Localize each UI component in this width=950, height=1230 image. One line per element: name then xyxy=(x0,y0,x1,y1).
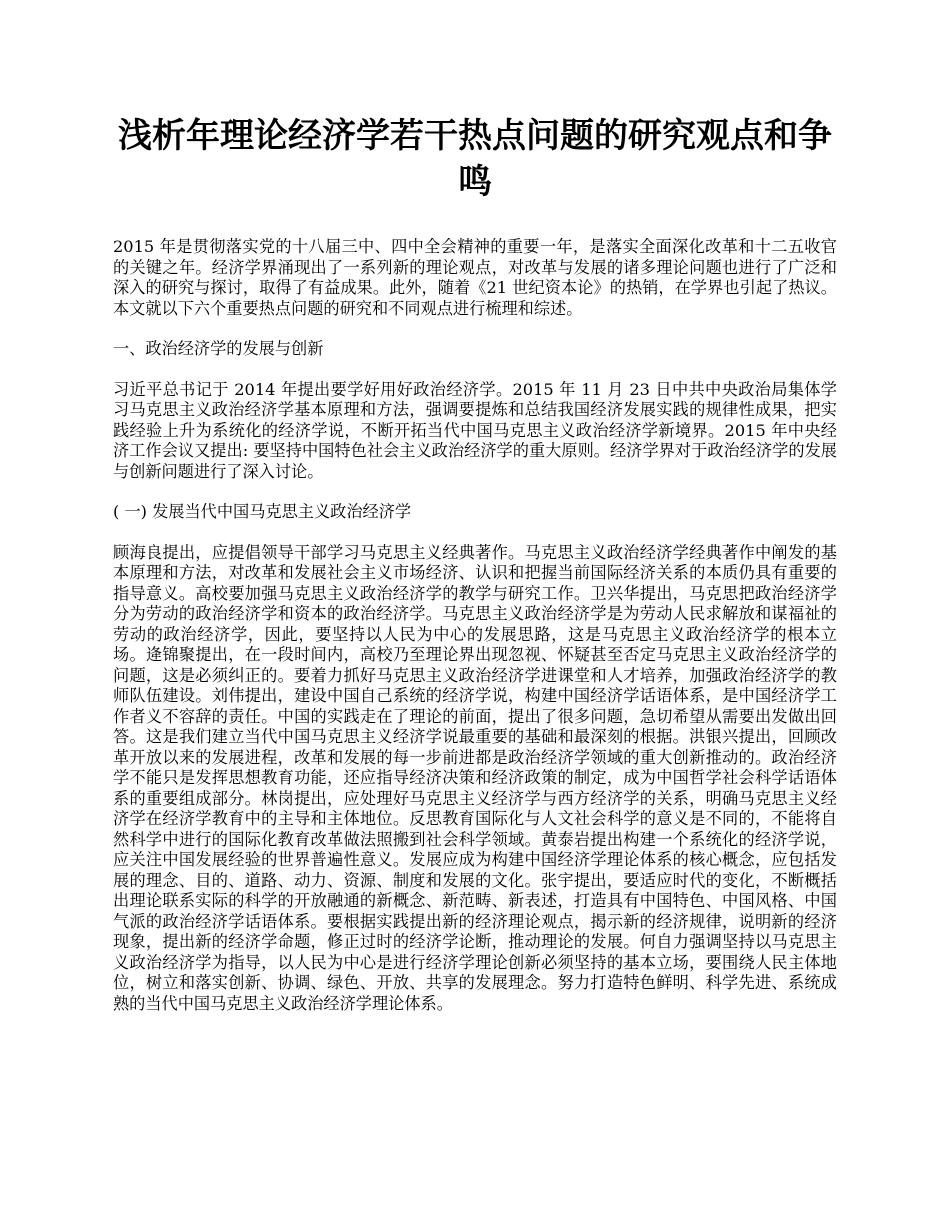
section-heading-1: 一、政治经济学的发展与创新 xyxy=(113,339,324,358)
section-paragraph-1: 习近平总书记于 2014 年提出要学好用好政治经济学。2015 年 11 月 23 日中共中央政治局集体学习马克思主义政治经济学基本原理和方法，强调要提炼和总结我国经济发展实践的规律性成果，把实践经验上升为系统化的经济学说，不断开拓当代中国马克思主义政治经济学新境界。2015 年中央经济工作会议又提出: 要坚持中国特色社会主义政治经济学的重大原则。经济学界对于政治经济学的发展与创新问题进行了深入讨论。 xyxy=(113,379,837,481)
intro-paragraph: 2015 年是贯彻落实党的十八届三中、四中全会精神的重要一年，是落实全面深化改革和十二五收官的关键之年。经济学界涌现出了一系列新的理论观点，对改革与发展的诸多理论问题也进行了广泛和深入的研究与探讨，取得了有益成果。此外，随着《21 世纪资本论》的热销，在学界也引起了热议。本文就以下六个重要热点问题的研究和不同观点进行梳理和综述。 xyxy=(113,237,837,318)
document-title: 浅析年理论经济学若干热点问题的研究观点和争鸣 xyxy=(118,116,832,202)
subsection-heading-1: ( 一) 发展当代中国马克思主义政治经济学 xyxy=(113,502,412,521)
subsection-paragraph-1: 顾海良提出，应提倡领导干部学习马克思主义经典著作。马克思主义政治经济学经典著作中阐发的基本原理和方法，对改革和发展社会主义市场经济、认识和把握当前国际经济关系的本质仍具有重要的指导意义。高校要加强马克思主义政治经济学的教学与研究工作。卫兴华提出，马克思把政治经济学分为劳动的政治经济学和资本的政治经济学。马克思主义政治经济学是为劳动人民求解放和谋福祉的劳动的政治经济学，因此，要坚持以人民为中心的发展思路，这是马克思主义政治经济学的根本立场。逄锦聚提出，在一段时间内，高校乃至理论界出现忽视、怀疑甚至否定马克思主义政治经济学的问题，这是必须纠正的。要着力抓好马克思主义政治经济学进课堂和人才培养，加强政治经济学的教师队伍建设。刘伟提出，建设中国自己系统的经济学说，构建中国经济学话语体系，是中国经济学工作者义不容辞的责任。中国的实践走在了理论的前面，提出了很多问题，急切希望从需要出发做出回答。这是我们建立当代中国马克思主义经济学说最重要的基础和最深刻的根据。洪银兴提出，回顾改革开放以来的发展进程，改革和发展的每一步前进都是政治经济学领域的重大创新推动的。政治经济学不能只是发挥思想教育功能，还应指导经济决策和经济政策的制定，成为中国哲学社会科学话语体系的重要组成部分。林岗提出，应处理好马克思主义经济学与西方经济学的关系，明确马克思主义经济学在经济学教育中的主导和主体地位。反思教育国际化与人文社会科学的意义是不同的，不能将自然科学中进行的国际化教育改革做法照搬到社会科学领域。黄泰岩提出构建一个系统化的经济学说，应关注中国发展经验的世界普遍性意义。发展应成为构建中国经济学理论体系的核心概念，应包括发展的理念、目的、道路、动力、资源、制度和发展的文化。张宇提出，要适应时代的变化，不断概括出理论联系实际的科学的开放融通的新概念、新范畴、新表述，打造具有中国特色、中国风格、中国气派的政治经济学话语体系。要根据实践提出新的经济理论观点，揭示新的经济规律，说明新的经济现象，提出新的经济学命题，修正过时的经济学论断，推动理论的发展。何自力强调坚持以马克思主义政治经济学为指导，以人民为中心是进行经济学理论创新必须坚持的基本立场，要围绕人民主体地位，树立和落实创新、协调、绿色、开放、共享的发展理念。努力打造特色鲜明、科学先进、系统成熟的当代中国马克思主义政治经济学理论体系。 xyxy=(113,542,837,1013)
